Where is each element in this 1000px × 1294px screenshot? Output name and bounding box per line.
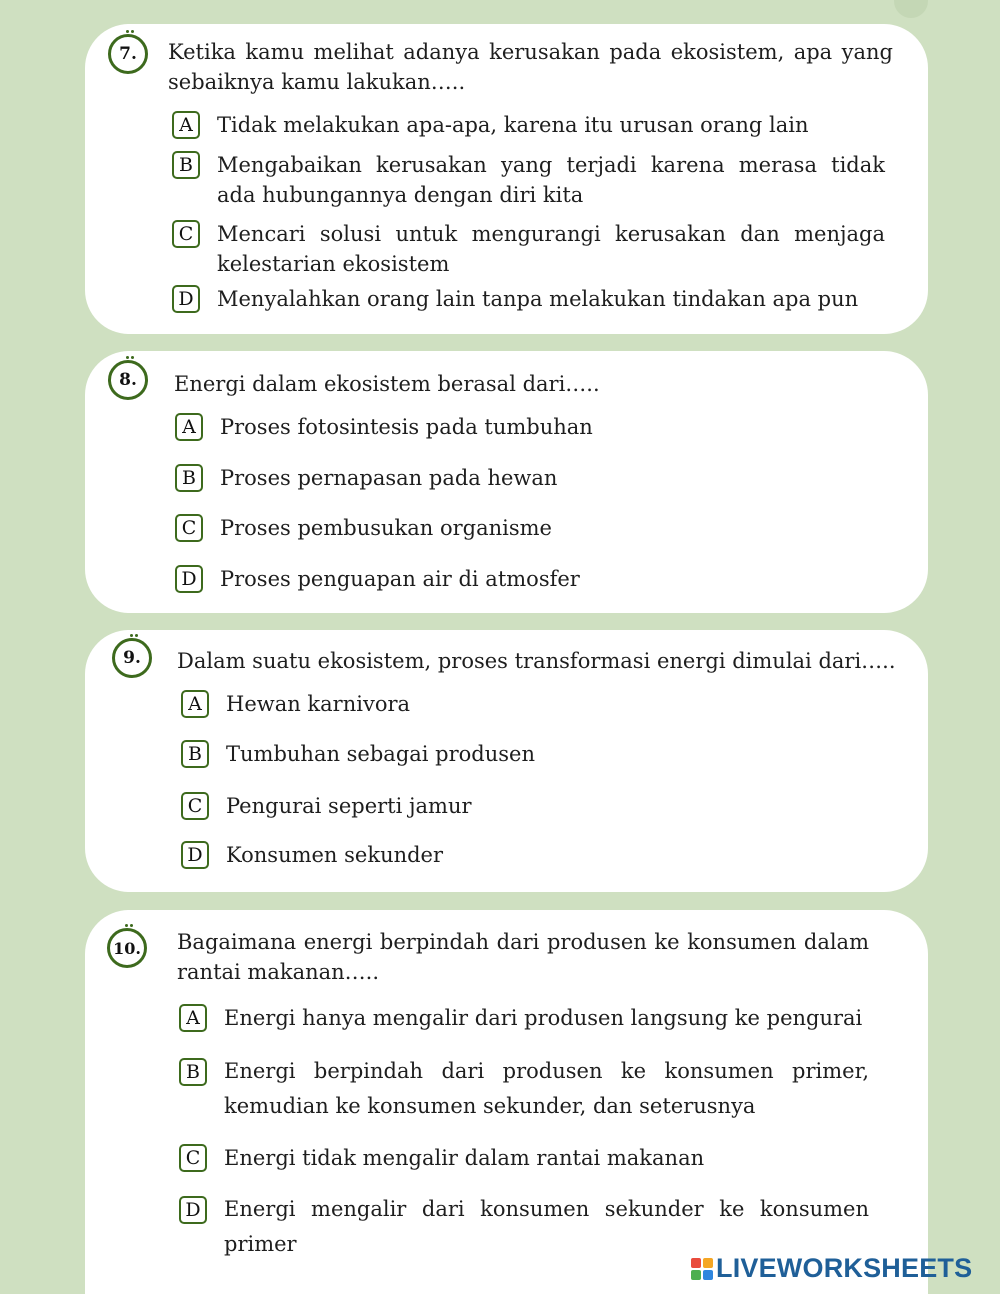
- option-a[interactable]: [179, 1003, 869, 1033]
- logo-square: [691, 1258, 701, 1268]
- option-text: Proses pernapasan pada hewan: [220, 466, 558, 490]
- option-text: Proses pembusukan organisme: [220, 516, 552, 540]
- option-c[interactable]: [175, 513, 875, 543]
- option-letter: B: [179, 1058, 207, 1086]
- question-number-badge: 9.: [112, 638, 152, 678]
- option-letter: A: [175, 413, 203, 441]
- option-a[interactable]: [172, 110, 885, 140]
- option-c[interactable]: [179, 1143, 869, 1173]
- option-letter: D: [181, 841, 209, 869]
- top-decoration: [894, 0, 928, 18]
- option-d[interactable]: [172, 284, 885, 314]
- option-letter: D: [172, 285, 200, 313]
- question-number-badge: 8.: [108, 360, 148, 400]
- option-c[interactable]: [181, 791, 881, 821]
- option-letter: D: [179, 1196, 207, 1224]
- option-b[interactable]: [172, 150, 885, 210]
- option-b[interactable]: [175, 463, 875, 493]
- option-text: Menyalahkan orang lain tanpa melakukan tindakan apa pun: [217, 287, 859, 311]
- logo-text: LIVEWORKSHEETS: [716, 1253, 973, 1283]
- option-text: Mencari solusi untuk mengurangi kerusakan dan menjaga kelestarian ekosistem: [217, 222, 885, 276]
- option-b[interactable]: [181, 739, 881, 769]
- option-c[interactable]: [172, 219, 885, 279]
- option-text: Energi berpindah dari produsen ke konsumen primer, kemudian ke konsumen sekunder, dan seterusnya: [224, 1059, 869, 1118]
- liveworksheets-grid-icon: [691, 1258, 713, 1280]
- option-text: Mengabaikan kerusakan yang terjadi karena merasa tidak ada hubungannya dengan diri kita: [217, 153, 885, 207]
- question-text: Ketika kamu melihat adanya kerusakan pada ekosistem, apa yang sebaiknya kamu lakukan…..: [168, 40, 893, 94]
- option-letter: C: [172, 220, 200, 248]
- option-text: Pengurai seperti jamur: [226, 794, 472, 818]
- option-d[interactable]: [179, 1195, 869, 1262]
- option-letter: A: [181, 690, 209, 718]
- option-letter: C: [175, 514, 203, 542]
- option-text: Konsumen sekunder: [226, 843, 444, 867]
- option-letter: B: [172, 151, 200, 179]
- option-text: Tumbuhan sebagai produsen: [226, 742, 536, 766]
- logo-square: [691, 1270, 701, 1280]
- liveworksheets-logo[interactable]: [691, 1253, 972, 1284]
- option-letter: B: [181, 740, 209, 768]
- option-letter: A: [172, 111, 200, 139]
- question-text: Dalam suatu ekosistem, proses transformasi energi dimulai dari…..: [177, 649, 896, 673]
- option-text: Energi tidak mengalir dalam rantai makanan: [224, 1146, 705, 1170]
- logo-square: [703, 1270, 713, 1280]
- option-a[interactable]: [181, 689, 881, 719]
- question-number-badge: 10.: [107, 928, 147, 968]
- option-letter: C: [181, 792, 209, 820]
- option-text: Energi hanya mengalir dari produsen langsung ke pengurai: [224, 1006, 863, 1030]
- option-text: Proses penguapan air di atmosfer: [220, 567, 580, 591]
- option-letter: B: [175, 464, 203, 492]
- option-b[interactable]: [179, 1057, 869, 1124]
- option-letter: A: [179, 1004, 207, 1032]
- option-a[interactable]: [175, 412, 875, 442]
- question-text: Bagaimana energi berpindah dari produsen ke konsumen dalam rantai makanan…..: [177, 930, 869, 984]
- option-d[interactable]: [175, 564, 875, 594]
- option-text: Hewan karnivora: [226, 692, 411, 716]
- question-number-badge: 7.: [108, 34, 148, 74]
- logo-square: [703, 1258, 713, 1268]
- option-text: Tidak melakukan apa-apa, karena itu urusan orang lain: [217, 113, 809, 137]
- question-text: Energi dalam ekosistem berasal dari…..: [174, 372, 600, 396]
- option-d[interactable]: [181, 840, 881, 870]
- option-letter: C: [179, 1144, 207, 1172]
- option-text: Proses fotosintesis pada tumbuhan: [220, 415, 593, 439]
- option-letter: D: [175, 565, 203, 593]
- option-text: Energi mengalir dari konsumen sekunder ke konsumen primer: [224, 1197, 869, 1256]
